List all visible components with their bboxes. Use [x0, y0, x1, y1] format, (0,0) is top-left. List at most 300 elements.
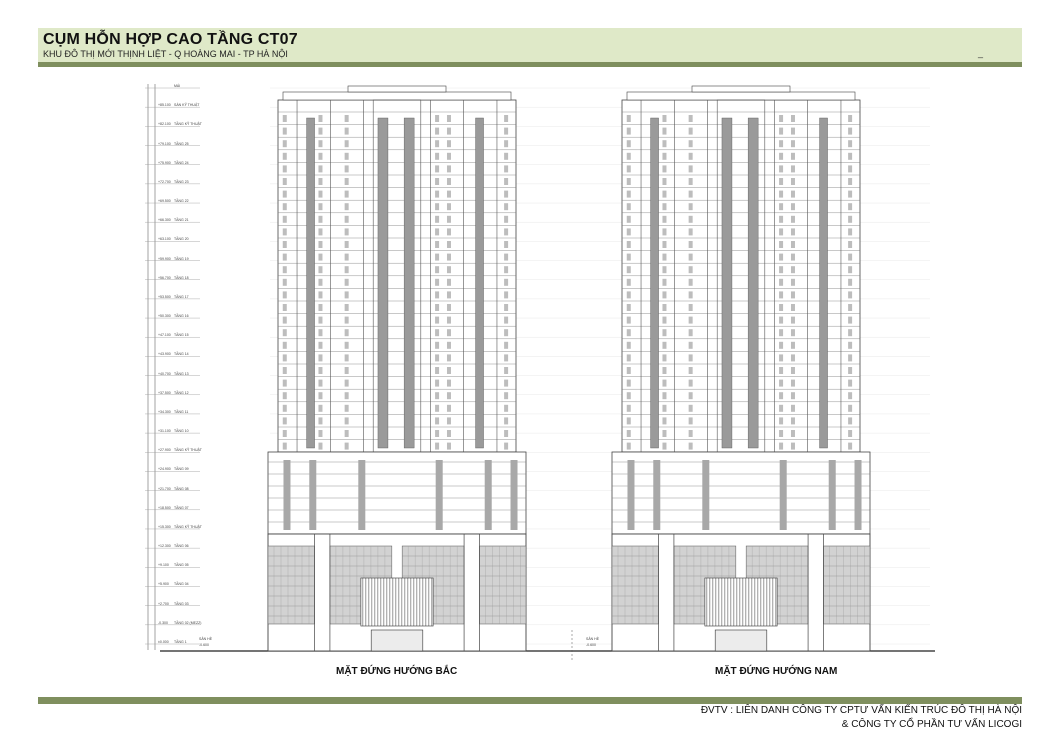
window [779, 203, 783, 210]
window [345, 405, 349, 412]
window [662, 443, 666, 450]
glazing-strip [307, 118, 315, 448]
window [791, 254, 795, 261]
window [447, 165, 451, 172]
window [848, 367, 852, 374]
window [318, 153, 322, 160]
level-elevation: +12.300 [158, 544, 171, 549]
window [848, 342, 852, 349]
window [283, 254, 287, 261]
level-elevation: +82.100 [158, 122, 171, 127]
window [447, 266, 451, 273]
window [779, 216, 783, 223]
window [435, 140, 439, 147]
roof-structure [348, 86, 446, 92]
window [689, 153, 693, 160]
glazing-strip [702, 460, 709, 530]
window [504, 329, 508, 336]
window [791, 304, 795, 311]
north-elevation-caption: MẶT ĐỨNG HƯỚNG BẮC [336, 666, 458, 677]
window [779, 443, 783, 450]
window [779, 178, 783, 185]
window [791, 191, 795, 198]
window [662, 178, 666, 185]
level-elevation: +31.100 [158, 429, 171, 434]
window [848, 254, 852, 261]
window [283, 241, 287, 248]
window [848, 140, 852, 147]
level-name: SÀN KỸ THUẬT [174, 103, 200, 108]
window [435, 203, 439, 210]
window [848, 115, 852, 122]
window [504, 140, 508, 147]
window [848, 279, 852, 286]
level-elevation: +66.300 [158, 218, 171, 223]
window [779, 392, 783, 399]
window [662, 317, 666, 324]
window [435, 367, 439, 374]
window [779, 417, 783, 424]
window [435, 165, 439, 172]
window [848, 291, 852, 298]
window [504, 241, 508, 248]
window [779, 165, 783, 172]
level-name: TẦNG KỸ THUẬT [174, 122, 202, 127]
level-name: TẦNG 23 [174, 179, 189, 184]
window [504, 380, 508, 387]
ground-tag: -0.600 [586, 643, 596, 647]
window [345, 203, 349, 210]
window [345, 153, 349, 160]
level-name: TẦNG 11 [174, 409, 189, 414]
window [447, 342, 451, 349]
glazing-strip [485, 460, 492, 530]
window [689, 317, 693, 324]
window [627, 178, 631, 185]
window [345, 128, 349, 135]
level-elevation: +85.100 [158, 103, 171, 108]
level-name: TẦNG 10 [174, 429, 189, 434]
window [791, 266, 795, 273]
window [345, 367, 349, 374]
glazing-strip [651, 118, 659, 448]
window [504, 430, 508, 437]
level-name: TẦNG 18 [174, 275, 189, 280]
glazing-strip [511, 460, 518, 530]
window [848, 191, 852, 198]
window [627, 203, 631, 210]
ground-tag: SÂN HÈ [199, 637, 213, 641]
window [627, 317, 631, 324]
level-name: TẦNG KỸ THUẬT [174, 448, 202, 453]
window [848, 228, 852, 235]
window [318, 380, 322, 387]
window [791, 430, 795, 437]
window [283, 191, 287, 198]
window [848, 128, 852, 135]
window [627, 291, 631, 298]
window [318, 203, 322, 210]
window [791, 380, 795, 387]
window [779, 140, 783, 147]
window [848, 430, 852, 437]
window [447, 430, 451, 437]
window [779, 317, 783, 324]
window [447, 279, 451, 286]
window [504, 342, 508, 349]
level-elevation: +21.700 [158, 486, 171, 491]
window [283, 380, 287, 387]
window [447, 153, 451, 160]
window [345, 392, 349, 399]
window [791, 291, 795, 298]
window [504, 216, 508, 223]
window [848, 317, 852, 324]
window [435, 254, 439, 261]
window [345, 279, 349, 286]
level-elevation: +15.300 [158, 524, 171, 529]
level-name: TẦNG 08 [174, 486, 189, 491]
window [318, 329, 322, 336]
window [662, 254, 666, 261]
window [662, 430, 666, 437]
window [848, 417, 852, 424]
south-elevation-caption: MẶT ĐỨNG HƯỚNG NAM [715, 666, 838, 677]
window [435, 342, 439, 349]
window [627, 266, 631, 273]
glazing-strip [404, 118, 414, 448]
window [627, 443, 631, 450]
window [345, 241, 349, 248]
window [283, 405, 287, 412]
window [447, 140, 451, 147]
window [435, 266, 439, 273]
window [689, 254, 693, 261]
window [662, 191, 666, 198]
window [283, 115, 287, 122]
window [283, 304, 287, 311]
window [848, 241, 852, 248]
window [848, 266, 852, 273]
window [779, 367, 783, 374]
footer-rule [38, 697, 1022, 704]
window [283, 266, 287, 273]
level-name: TẦNG 03 [174, 601, 189, 606]
window [283, 317, 287, 324]
window [779, 191, 783, 198]
level-elevation: +59.900 [158, 256, 171, 261]
window [662, 128, 666, 135]
window [779, 128, 783, 135]
window [848, 304, 852, 311]
window [283, 354, 287, 361]
level-name: TẦNG 14 [174, 352, 189, 357]
window [627, 417, 631, 424]
glazing-strip [378, 118, 388, 448]
curtain-wall [612, 546, 658, 624]
level-elevation: +2.700 [158, 601, 169, 606]
level-elevation: +72.700 [158, 179, 171, 184]
window [504, 354, 508, 361]
level-name: TẦNG 25 [174, 141, 189, 146]
window [689, 329, 693, 336]
window [627, 153, 631, 160]
window [791, 405, 795, 412]
window [779, 430, 783, 437]
window [662, 417, 666, 424]
window [689, 392, 693, 399]
window [791, 443, 795, 450]
window [345, 140, 349, 147]
glazing-strip [722, 118, 732, 448]
footer-consultant: ĐVTV : LIÊN DANH CÔNG TY CPTƯ VẤN KIẾN TRÚC ĐÔ THỊ HÀ NỘI [700, 705, 1022, 716]
window [345, 291, 349, 298]
window [447, 304, 451, 311]
level-elevation: +56.700 [158, 275, 171, 280]
window [662, 165, 666, 172]
window [504, 191, 508, 198]
level-name: TẦNG 16 [174, 314, 189, 319]
window [283, 279, 287, 286]
level-name: TẦNG 24 [174, 160, 189, 165]
window [689, 291, 693, 298]
window [504, 128, 508, 135]
window [283, 443, 287, 450]
window [504, 165, 508, 172]
window [345, 266, 349, 273]
level-name: TẦNG 07 [174, 505, 189, 510]
window [689, 178, 693, 185]
window [447, 392, 451, 399]
level-elevation: +40.700 [158, 371, 171, 376]
window [627, 165, 631, 172]
window [283, 216, 287, 223]
window [318, 254, 322, 261]
level-elevation: +34.300 [158, 409, 171, 414]
window [447, 317, 451, 324]
window [435, 405, 439, 412]
window [689, 443, 693, 450]
window [662, 405, 666, 412]
window [627, 304, 631, 311]
window [848, 216, 852, 223]
level-name: TẦNG 13 [174, 371, 189, 376]
level-name: TẦNG 19 [174, 256, 189, 261]
level-elevation: +50.300 [158, 314, 171, 319]
window [435, 128, 439, 135]
window [435, 279, 439, 286]
window [318, 342, 322, 349]
window [627, 392, 631, 399]
window [791, 317, 795, 324]
window [689, 304, 693, 311]
window [447, 405, 451, 412]
window [791, 140, 795, 147]
window [447, 228, 451, 235]
window [627, 367, 631, 374]
window [848, 354, 852, 361]
window [627, 354, 631, 361]
window [435, 304, 439, 311]
window [318, 304, 322, 311]
entrance-door [371, 630, 423, 651]
window [627, 216, 631, 223]
window [435, 191, 439, 198]
window [318, 317, 322, 324]
window [447, 178, 451, 185]
window [662, 342, 666, 349]
window [318, 191, 322, 198]
window [689, 417, 693, 424]
window [779, 354, 783, 361]
window [318, 354, 322, 361]
entrance-door [715, 630, 767, 651]
window [848, 329, 852, 336]
window [447, 254, 451, 261]
window [318, 430, 322, 437]
curtain-wall [480, 546, 526, 624]
window [435, 115, 439, 122]
level-name: TẦNG 04 [174, 582, 189, 587]
window [627, 140, 631, 147]
crown-parapet [627, 92, 855, 100]
window [318, 291, 322, 298]
crown-parapet [283, 92, 511, 100]
level-name: TẦNG 21 [174, 218, 189, 223]
window [627, 241, 631, 248]
level-elevation: +53.500 [158, 294, 171, 299]
window [435, 216, 439, 223]
window [345, 317, 349, 324]
window [689, 367, 693, 374]
level-name: TẦNG 09 [174, 467, 189, 472]
window [283, 228, 287, 235]
window [791, 153, 795, 160]
window [504, 228, 508, 235]
window [318, 367, 322, 374]
window [662, 140, 666, 147]
window [283, 140, 287, 147]
window [345, 329, 349, 336]
level-elevation: +43.900 [158, 352, 171, 357]
window [662, 279, 666, 286]
window [848, 178, 852, 185]
window [689, 228, 693, 235]
window [662, 392, 666, 399]
window [318, 443, 322, 450]
header-mark: _ [978, 48, 984, 58]
level-elevation: +75.900 [158, 160, 171, 165]
window [283, 342, 287, 349]
window [791, 417, 795, 424]
level-elevation: +24.900 [158, 467, 171, 472]
window [627, 279, 631, 286]
window [345, 417, 349, 424]
glazing-strip [820, 118, 828, 448]
level-elevation: +63.100 [158, 237, 171, 242]
glazing-strip [627, 460, 634, 530]
window [779, 342, 783, 349]
level-name: MÁI [174, 84, 181, 88]
window [779, 228, 783, 235]
window [689, 165, 693, 172]
window [447, 380, 451, 387]
window [791, 367, 795, 374]
window [283, 291, 287, 298]
window [283, 178, 287, 185]
window [662, 228, 666, 235]
window [627, 228, 631, 235]
glazing-strip [358, 460, 365, 530]
window [627, 254, 631, 261]
window [283, 417, 287, 424]
window [627, 191, 631, 198]
window [662, 380, 666, 387]
level-elevation: +79.100 [158, 141, 171, 146]
glazing-strip [309, 460, 316, 530]
window [435, 317, 439, 324]
window [791, 178, 795, 185]
window [779, 329, 783, 336]
window [504, 317, 508, 324]
window [435, 354, 439, 361]
window [318, 241, 322, 248]
window [447, 443, 451, 450]
level-name: TẦNG 12 [174, 390, 189, 395]
window [435, 153, 439, 160]
window [627, 405, 631, 412]
window [689, 216, 693, 223]
glazing-strip [829, 460, 836, 530]
window [791, 228, 795, 235]
window [689, 128, 693, 135]
window [791, 203, 795, 210]
level-elevation: +37.500 [158, 390, 171, 395]
window [345, 342, 349, 349]
window [283, 367, 287, 374]
window [662, 241, 666, 248]
level-elevation: -0.300 [158, 620, 168, 625]
window [689, 115, 693, 122]
window [447, 203, 451, 210]
window [283, 203, 287, 210]
curtain-wall [824, 546, 870, 624]
window [283, 430, 287, 437]
roof-structure [692, 86, 790, 92]
window [283, 165, 287, 172]
window [779, 279, 783, 286]
window [345, 191, 349, 198]
glazing-strip [855, 460, 862, 530]
window [791, 392, 795, 399]
window [504, 405, 508, 412]
window [447, 216, 451, 223]
window [627, 128, 631, 135]
window [435, 380, 439, 387]
window [435, 178, 439, 185]
window [779, 241, 783, 248]
footer-consultant-partner: & CÔNG TY CỔ PHẦN TƯ VẤN LICOGI [841, 719, 1022, 730]
window [447, 191, 451, 198]
window [791, 329, 795, 336]
window [662, 354, 666, 361]
window [791, 279, 795, 286]
window [435, 417, 439, 424]
window [848, 380, 852, 387]
window [689, 279, 693, 286]
window [318, 140, 322, 147]
window [504, 153, 508, 160]
